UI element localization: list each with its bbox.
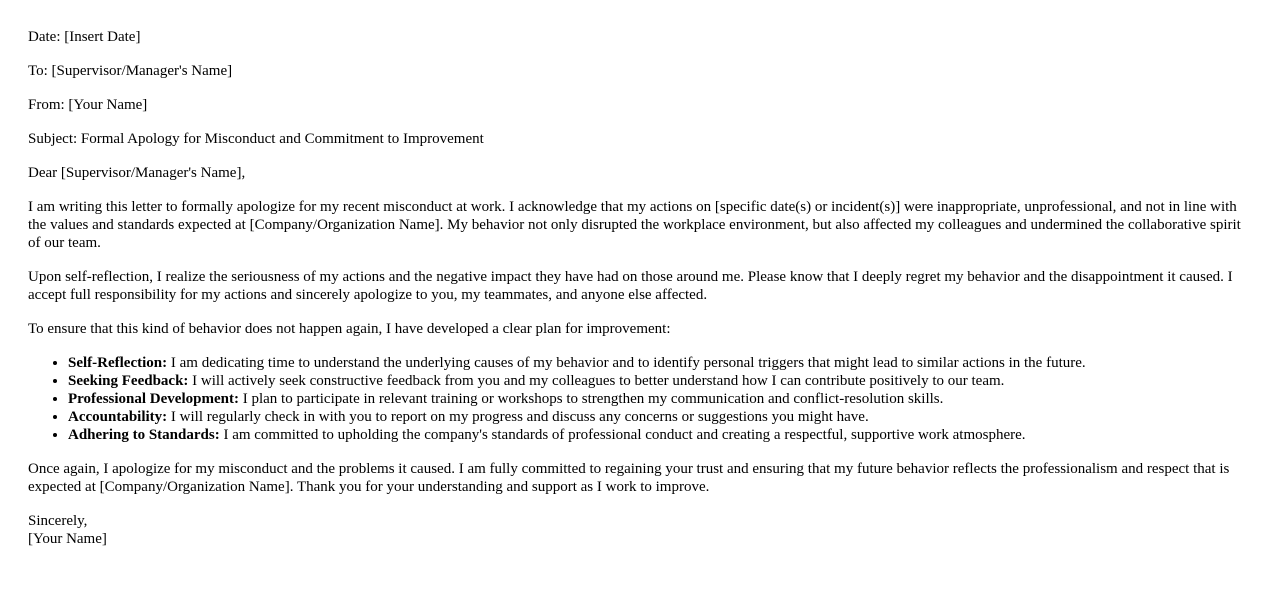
salutation: Dear [Supervisor/Manager's Name], [28, 165, 246, 181]
list-item [68, 372, 1250, 390]
list-item-title: Seeking Feedback: [68, 373, 189, 389]
list-item [68, 354, 1250, 372]
signature: [Your Name] [28, 531, 107, 547]
list-item [68, 426, 1250, 444]
improvement-list [28, 354, 1250, 444]
list-item-title: Professional Development: [68, 391, 239, 407]
list-item-title: Self-Reflection: [68, 355, 168, 371]
intro-paragraph: I am writing this letter to formally apologize for my recent misconduct at work. I acknowledge that my actions on [specific date(s) or incident(s)] were inappropriate, unprofessional, and not in line with the values and standards expected at [Company/Organization Name]. My behavior not only disrupted the workplace environment, but also affected my colleagues and undermined the collaborative spirit of our team. [28, 199, 1241, 251]
from-line: From: [Your Name] [28, 97, 148, 113]
list-item-title: Adhering to Standards: [68, 427, 220, 443]
date-line: Date: [Insert Date] [28, 29, 141, 45]
list-item-text: I will regularly check in with you to report on my progress and discuss any concerns or suggestions you might have. [167, 409, 869, 425]
list-item [68, 390, 1250, 408]
list-item-title: Accountability: [68, 409, 168, 425]
letter [28, 28, 1250, 548]
valediction: Sincerely, [28, 513, 88, 529]
reflection-paragraph: Upon self-reflection, I realize the seriousness of my actions and the negative impact they have had on those around me. Please know that I deeply regret my behavior and the disappointment it caused. I accept full responsibility for my actions and sincerely apologize to you, my teammates, and anyone else affected. [28, 269, 1233, 303]
subject-line: Subject: Formal Apology for Misconduct and Commitment to Improvement [28, 131, 484, 147]
list-item-text: I will actively seek constructive feedback from you and my colleagues to better understand how I can contribute positively to our team. [188, 373, 1005, 389]
plan-intro-paragraph: To ensure that this kind of behavior does not happen again, I have developed a clear plan for improvement: [28, 321, 671, 337]
list-item-text: I am committed to upholding the company's standards of professional conduct and creating a respectful, supportive work atmosphere. [219, 427, 1026, 443]
list-item [68, 408, 1250, 426]
list-item-text: I plan to participate in relevant training or workshops to strengthen my communication and conflict-resolution skills. [238, 391, 944, 407]
list-item-text: I am dedicating time to understand the underlying causes of my behavior and to identify personal triggers that might lead to similar actions in the future. [167, 355, 1086, 371]
to-line: To: [Supervisor/Manager's Name] [28, 63, 233, 79]
closing-paragraph: Once again, I apologize for my misconduct and the problems it caused. I am fully committed to regaining your trust and ensuring that my future behavior reflects the professionalism and respect that is expected at [Company/Organization Name]. Thank you for your understanding and support as I work to improve. [28, 461, 1230, 495]
